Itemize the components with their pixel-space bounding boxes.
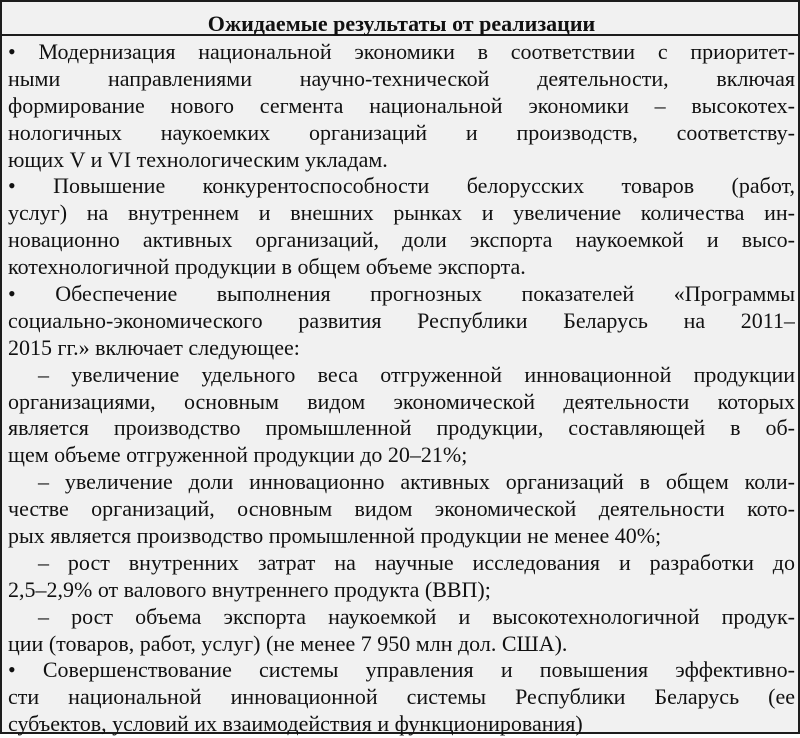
text-line: – увеличение удельного веса отгруженной инновационной продукции [38,361,795,387]
text-line: сти национальной инновационной системы Республики Беларусь (ее [8,684,795,710]
results-text [8,36,795,738]
text-line: новационно активных организаций, доли экспорта наукоемкой и высо- [8,227,795,253]
text-line: социально-экономического развития Республики Беларусь на 2011– [8,307,795,333]
text-line: – рост объема экспорта наукоемкой и высокотехнологичной продук- [38,603,795,629]
text-line: – рост внутренних затрат на научные исследования и разработки до [38,549,795,575]
text-line: щем объеме отгруженной продукции до 20–21%; [8,442,468,468]
text-line: 2015 гг.» включает следующее: [8,334,300,360]
text-line: нологичных наукоемких организаций и производств, соответству- [8,119,795,145]
text-line: субъектов, условий их взаимодействия и функционирования) [8,711,583,737]
text-line: • Повышение конкурентоспособности белорусских товаров (работ, [8,173,795,199]
text-line: честве организаций, основным видом экономической деятельности кото- [8,496,795,522]
text-line: котехнологичной продукции в общем объеме экспорта. [8,254,526,280]
text-line: является производство промышленной продукции, составляющей в об- [8,415,795,441]
box-title: Ожидаемые результаты от реализации [207,11,596,36]
text-line: ными направлениями научно-технической деятельности, включая [8,65,795,91]
text-line: – увеличение доли инновационно активных организаций в общем коли- [38,469,795,495]
text-line: • Обеспечение выполнения прогнозных показателей «Программы [8,281,795,307]
text-line: услуг) на внутреннем и внешних рынках и увеличение количества ин- [8,200,795,226]
text-line: ции (товаров, работ, услуг) (не менее 7 950 млн дол. США). [8,630,568,656]
text-line: формирование нового сегмента национальной экономики – высокотех- [8,92,795,118]
text-line: • Модернизация национальной экономики в соответствии с приоритет- [8,39,795,64]
text-line: 2,5–2,9% от валового внутреннего продукта (ВВП); [8,576,491,602]
text-line: ющих V и VI технологическим укладам. [8,146,388,172]
text-line: • Совершенствование системы управления и повышения эффективно- [8,657,795,683]
text-line: рых является производство промышленной продукции не менее 40%; [8,523,662,549]
text-line: организациями, основным видом экономической деятельности которых [8,388,795,414]
